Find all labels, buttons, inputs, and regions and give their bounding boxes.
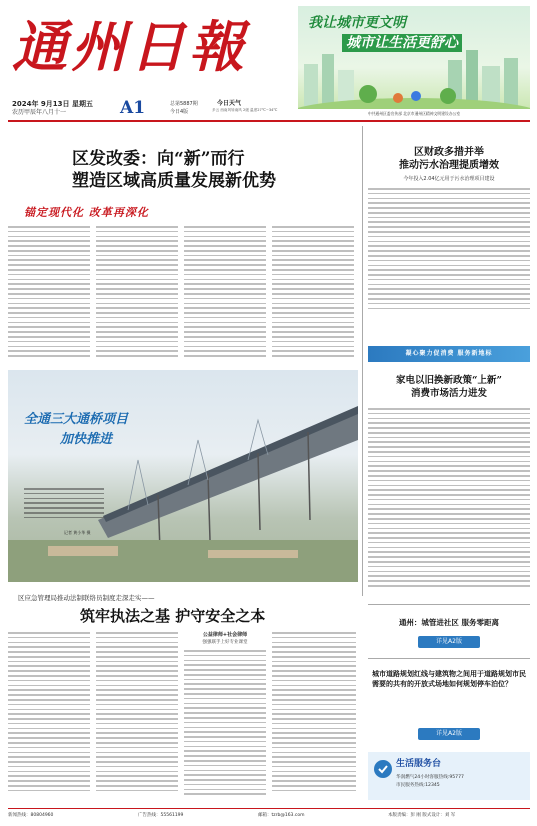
planning-box xyxy=(368,662,530,748)
consumer-body xyxy=(368,408,530,594)
masthead-rule xyxy=(8,120,530,122)
law-sidebar-title: 公益律师+社会律师 xyxy=(202,632,248,638)
planning-headline: 城市道路规划红线与建筑物之间用于道路规划市民需要的共有的开放式场地如何规划停车泊位？ xyxy=(372,670,526,688)
footer-rule xyxy=(8,808,530,809)
lead-kicker: 锚定现代化 改革再深化 xyxy=(24,206,149,219)
ad-slogan-2: 城市让生活更舒心 xyxy=(342,34,462,52)
service-title: 生活服务台 xyxy=(396,759,442,769)
lead-headline-2: 塑造区域高质量发展新优势 xyxy=(72,171,276,191)
promo-banner-text: 凝心聚力促消费 服务新地标 xyxy=(405,350,493,357)
law-sidebar-sub: 强强联手上好专业课堂 xyxy=(202,640,248,645)
lead-body-col-2 xyxy=(96,226,178,366)
page-count: 今日4版 xyxy=(170,109,189,115)
pollution-headline-2: 推动污水治理提质增效 xyxy=(399,160,499,171)
skyline-graphic xyxy=(298,46,530,118)
law-article xyxy=(8,592,358,808)
bridge-photo xyxy=(8,370,358,582)
promo-banner xyxy=(368,346,530,362)
law-body-col-4 xyxy=(272,632,356,802)
law-headline: 筑牢执法之基 护守安全之本 xyxy=(80,607,266,625)
civic-ad xyxy=(298,6,530,118)
lead-article xyxy=(8,126,358,366)
photo-credit: 记者 黄小华 摄 xyxy=(64,530,91,535)
consumer-article xyxy=(368,368,530,598)
right-divider-2 xyxy=(368,658,530,659)
issue-number: 总第5887期 xyxy=(170,101,198,107)
community-ref[interactable]: 详见A2版 xyxy=(418,636,480,648)
planning-ref[interactable]: 详见A2版 xyxy=(418,728,480,740)
pollution-subhead: 今年投入2.04亿元用于污水治理项目建设 xyxy=(403,176,495,182)
lunar-line: 农历甲辰年八月十一 xyxy=(12,109,67,116)
pollution-article xyxy=(368,126,530,326)
law-kicker: 区应急管理局推动法制联络员制度走深走实—— xyxy=(18,594,155,602)
bridge-graphic xyxy=(8,370,358,582)
service-line-1: 华润燃气24小时客服热线:95777 xyxy=(396,775,464,780)
service-box xyxy=(368,752,530,800)
lead-headline-1: 区发改委：向“新”而行 xyxy=(72,149,245,169)
consumer-headline-2: 消费市场活力进发 xyxy=(410,388,487,399)
photo-caption-1: 全通三大通桥项目 xyxy=(24,412,129,427)
date-strip xyxy=(12,100,282,118)
lead-body-col-4 xyxy=(272,226,354,366)
footer-email: 邮箱：tzrb@163.com xyxy=(258,813,305,818)
photo-caption-body xyxy=(24,488,104,528)
lead-body-col-3 xyxy=(184,226,266,366)
law-body-col-2 xyxy=(96,632,178,802)
page-code: A1 xyxy=(120,98,146,118)
footer-ad-hotline: 广告热线：55561199 xyxy=(138,813,184,818)
ad-slogan-1: 我让城市更文明 xyxy=(308,15,406,31)
right-divider-1 xyxy=(368,604,530,605)
lead-body-col-1 xyxy=(8,226,90,366)
footer xyxy=(8,811,530,821)
pollution-headline-1: 区财政多措并举 xyxy=(414,147,484,158)
community-box xyxy=(368,610,530,654)
law-body-col-1 xyxy=(8,632,90,802)
photo-caption-2: 加快推进 xyxy=(60,432,113,447)
community-title: 通州：城管进社区 服务零距离 xyxy=(398,618,500,627)
service-line-2: 市民服务热线:12345 xyxy=(396,783,440,788)
ad-footer: 中共通州区委宣传部 北京市通州区精神文明建设办公室 xyxy=(298,109,530,118)
date-line: 2024年 9月13日 星期五 xyxy=(12,100,93,108)
column-divider xyxy=(362,126,363,596)
pollution-body xyxy=(368,188,530,318)
weather-title: 今日天气 xyxy=(217,100,242,107)
law-body-col-3 xyxy=(184,650,266,802)
footer-news-hotline: 新闻热线：80804960 xyxy=(8,813,54,818)
masthead xyxy=(0,0,537,118)
service-icon xyxy=(374,760,392,778)
footer-editors: 本版责编：彭 刚 版式设计：刘 军 xyxy=(388,813,456,818)
weather-detail: 多云 西南风转南风 2级 温度27℃~34℃ xyxy=(212,108,278,112)
consumer-headline-1: 家电以旧换新政策“上新” xyxy=(396,375,502,386)
newspaper-logo: 通州日報 xyxy=(12,14,249,79)
